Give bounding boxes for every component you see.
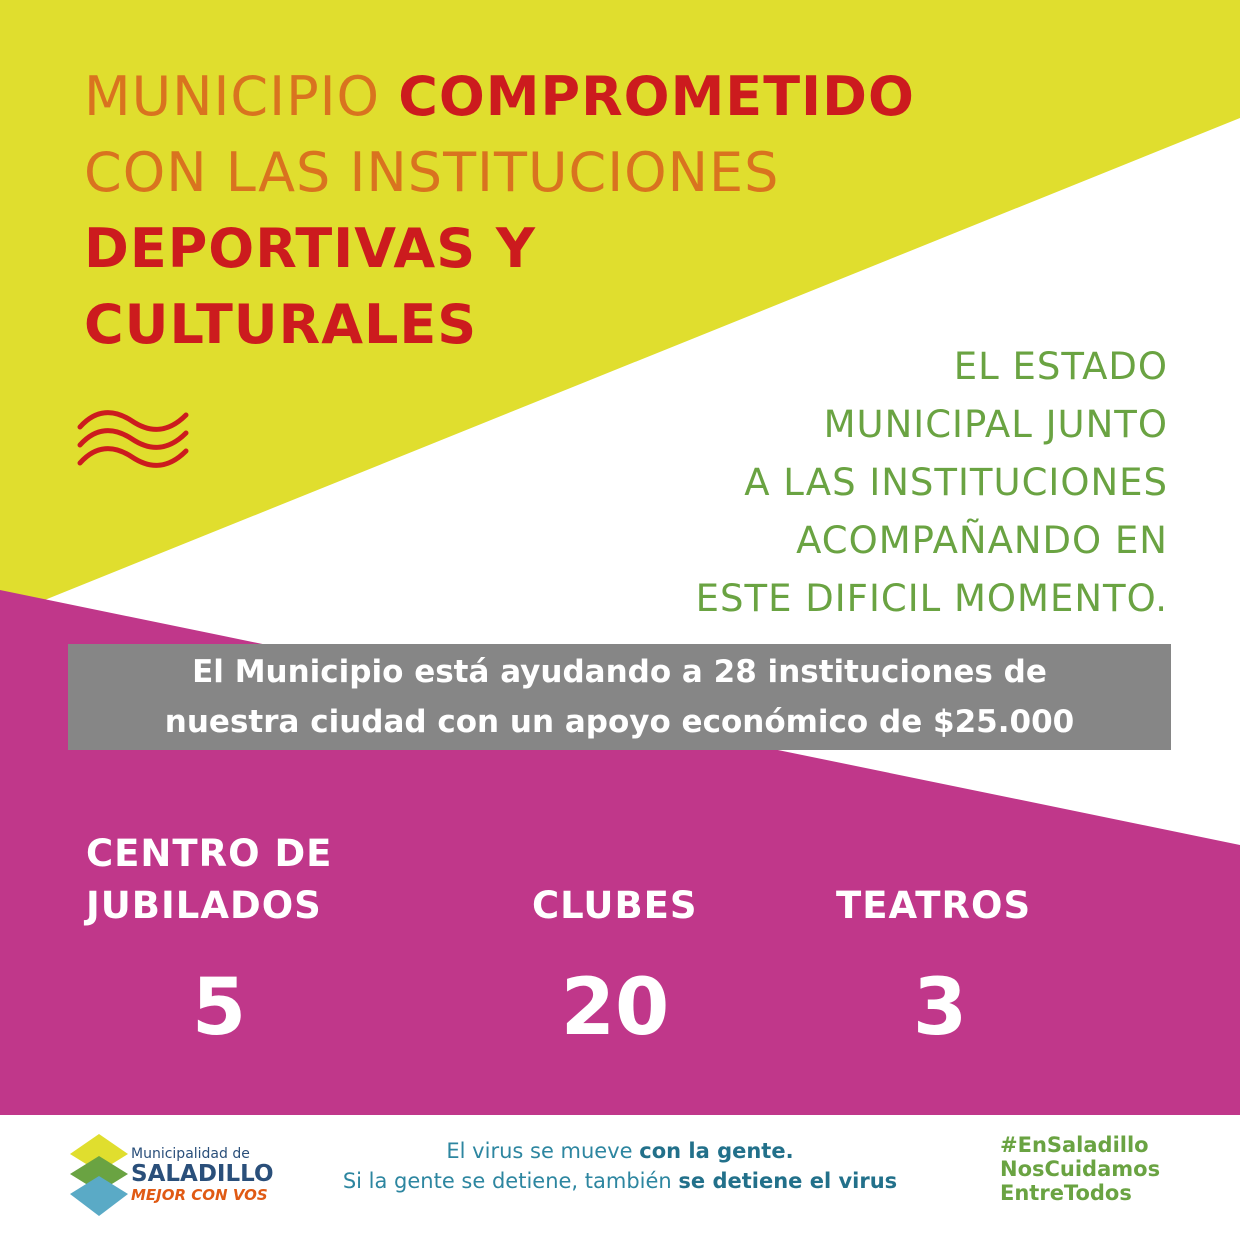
- slogan-bold: con la gente.: [639, 1139, 794, 1163]
- red-wave-icon: [76, 405, 192, 477]
- banner-line-2: nuestra ciudad con un apoyo económico de $25.000: [164, 704, 1075, 740]
- hashtag-line: EntreTodos: [1000, 1181, 1132, 1205]
- logo-line-2: SALADILLO: [131, 1161, 274, 1187]
- slogan-line-1: [300, 1136, 940, 1166]
- stat-value-jubilados: 5: [191, 963, 247, 1053]
- hashtag-line: #EnSaladillo: [1000, 1133, 1149, 1157]
- stat-label-clubes: CLUBES: [532, 884, 698, 927]
- headline-line-1: [84, 62, 915, 132]
- headline-bold-word: COMPROMETIDO: [398, 65, 915, 128]
- stat-value-teatros: 3: [912, 963, 968, 1053]
- stat-label-line: CENTRO DE: [86, 832, 333, 875]
- headline-line-2: CON LAS INSTITUCIONES: [84, 141, 780, 204]
- stat-label-line: JUBILADOS: [86, 884, 322, 927]
- headline-light-word: MUNICIPIO: [84, 65, 399, 128]
- logo-line-3: MEJOR CON VOS: [131, 1186, 268, 1204]
- headline-line-4: CULTURALES: [84, 293, 478, 356]
- slogan-bold: se detiene el virus: [678, 1169, 898, 1193]
- stat-label-jubilados: [86, 828, 332, 932]
- statement-line: MUNICIPAL JUNTO: [823, 403, 1168, 446]
- statement-line: ACOMPAÑANDO EN: [796, 519, 1168, 562]
- stat-label-teatros: TEATROS: [836, 884, 1032, 927]
- slogan-text: El virus se mueve: [446, 1139, 640, 1163]
- banner-line-1: El Municipio está ayudando a 28 instituciones de: [192, 654, 1047, 690]
- slogan-text: Si la gente se detiene, también: [342, 1169, 679, 1193]
- stat-value-clubes: 20: [560, 963, 670, 1053]
- saladillo-diamond-logo-icon: [68, 1132, 130, 1218]
- statement-line: ESTE DIFICIL MOMENTO.: [695, 577, 1168, 620]
- statement-line: A LAS INSTITUCIONES: [744, 461, 1168, 504]
- hashtags: [1000, 1133, 1160, 1205]
- logo-line-1: Municipalidad de: [131, 1146, 250, 1162]
- support-banner: [68, 644, 1171, 750]
- municipal-logo-text: [131, 1146, 274, 1204]
- slogan: [300, 1136, 940, 1196]
- headline-line-3: DEPORTIVAS Y: [84, 217, 536, 280]
- statement-block: [696, 338, 1168, 628]
- slogan-line-2: [300, 1166, 940, 1196]
- hashtag-line: NosCuidamos: [1000, 1157, 1161, 1181]
- statement-line: EL ESTADO: [953, 345, 1168, 388]
